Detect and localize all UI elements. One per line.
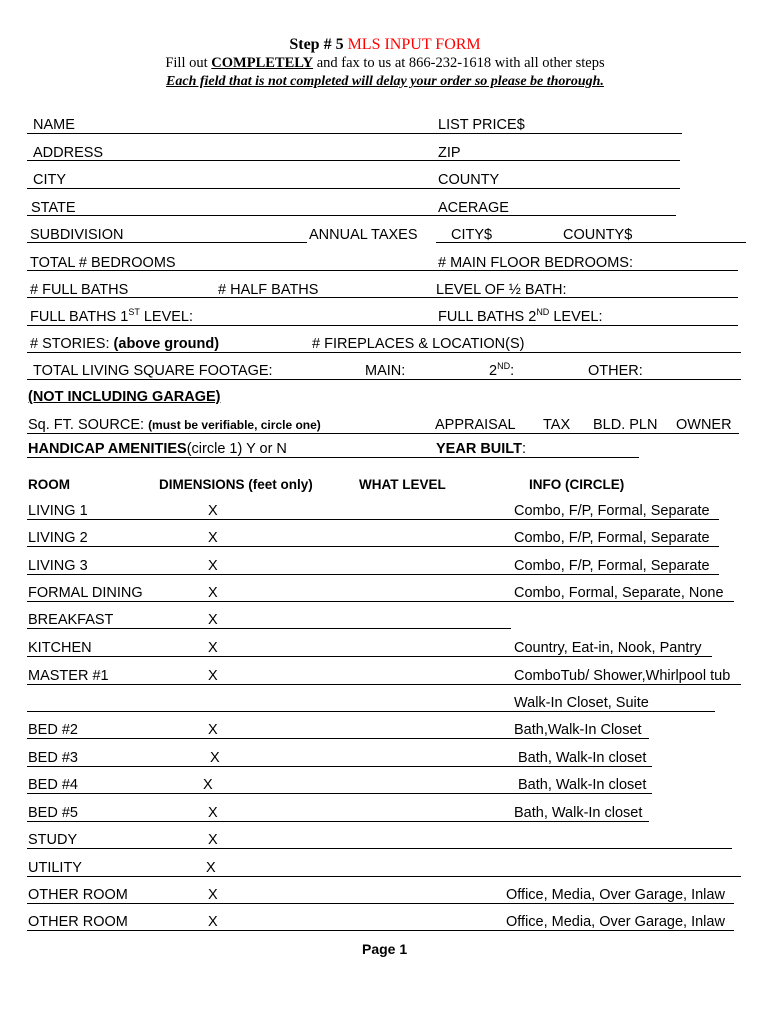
room-row-line[interactable] [27,848,732,849]
room-label: LIVING 2 [28,530,88,546]
page-number: Page 1 [362,941,408,957]
instructions: Fill out COMPLETELY and fax to us at 866-232-1618 with all other steps [165,55,605,71]
room-info-options[interactable]: Combo, F/P, Formal, Separate [514,530,710,546]
sqft-option-bld-pln[interactable]: BLD. PLN [593,417,658,433]
info-column-header: INFO (CIRCLE) [529,477,625,492]
sqft-option-tax[interactable]: TAX [543,417,571,433]
year-built-field[interactable] [436,457,639,458]
city-field[interactable] [27,188,436,189]
zip-field[interactable] [436,160,680,161]
dimension-x-separator: X [208,558,218,574]
room-row-line[interactable] [27,793,652,794]
room-row-line[interactable] [27,656,712,657]
name-field[interactable] [27,133,436,134]
level-half-bath-field[interactable] [436,297,738,298]
room-label: KITCHEN [28,640,92,656]
other-sqft-label: OTHER: [588,363,643,379]
room-info-options[interactable]: Walk-In Closet, Suite [514,695,649,711]
completely-emphasis: COMPLETELY [211,55,314,71]
room-info-options[interactable]: Bath, Walk-In closet [518,750,647,766]
room-info-options[interactable]: ComboTub/ Shower,Whirlpool tub [514,668,731,684]
dimension-x-separator: X [206,860,216,876]
zip-label: ZIP [438,145,461,161]
room-row-line[interactable] [27,601,734,602]
subdivision-field[interactable] [27,242,307,243]
room-info-options[interactable]: Bath, Walk-In closet [514,805,643,821]
second-floor-sqft-label: 2ND: [489,361,515,379]
main-floor-bedrooms-field[interactable] [436,270,738,271]
handicap-amenities-field[interactable] [27,457,436,458]
dimension-x-separator: X [208,612,218,628]
room-row-line[interactable] [27,546,719,547]
room-label: LIVING 3 [28,558,88,574]
dimension-x-separator: X [210,750,220,766]
dimension-x-separator: X [208,530,218,546]
full-baths-1-level-field[interactable] [27,325,436,326]
full-baths-2-level-field[interactable] [436,325,738,326]
room-row-line[interactable] [27,574,719,575]
address-field[interactable] [27,160,436,161]
address-label: ADDRESS [33,145,104,161]
room-label: STUDY [28,832,78,848]
dimension-x-separator: X [208,722,218,738]
room-row-line[interactable] [27,903,734,904]
dimension-x-separator: X [208,585,218,601]
county-field[interactable] [436,188,680,189]
dimension-x-separator: X [208,668,218,684]
warning-note: Each field that is not completed will delay your order so please be thorough. [166,74,604,89]
stories-fireplaces-field[interactable] [27,352,741,353]
dimension-x-separator: X [208,832,218,848]
sqft-option-appraisal[interactable]: APPRAISAL [435,417,516,433]
room-label: OTHER ROOM [28,887,128,903]
room-row-line[interactable] [27,738,649,739]
form-name: MLS INPUT FORM [347,36,481,53]
full-baths-label: # FULL BATHS [30,282,129,298]
not-including-garage-note: (NOT INCLUDING GARAGE) [28,389,221,405]
total-bedrooms-label: TOTAL # BEDROOMS [30,255,176,271]
state-label: STATE [31,200,76,216]
handicap-amenities-label: HANDICAP AMENITIES(circle 1) Y or N [28,441,287,457]
level-half-bath-label: LEVEL OF ½ BATH: [436,282,567,298]
acerage-field[interactable] [436,215,676,216]
step-label: Step # 5 [289,36,344,53]
room-info-options[interactable]: Country, Eat-in, Nook, Pantry [514,640,702,656]
annual-taxes-label: ANNUAL TAXES [309,227,418,243]
total-bedrooms-field[interactable] [27,270,436,271]
room-info-options[interactable]: Combo, F/P, Formal, Separate [514,558,710,574]
room-label: BED #5 [28,805,78,821]
room-row-line[interactable] [27,628,511,629]
room-info-options[interactable]: Office, Media, Over Garage, Inlaw [506,887,725,903]
dimension-x-separator: X [208,503,218,519]
what-level-column-header: WHAT LEVEL [359,477,446,492]
room-row-line[interactable] [27,711,715,712]
sqft-source-label: Sq. FT. SOURCE: (must be verifiable, circle one) [28,417,321,433]
room-label: BED #4 [28,777,78,793]
room-row-line[interactable] [27,876,741,877]
acerage-label: ACERAGE [438,200,509,216]
form-title [0,36,770,54]
room-label: OTHER ROOM [28,914,128,930]
dimension-x-separator: X [208,887,218,903]
room-label: FORMAL DINING [28,585,143,601]
dimension-x-separator: X [208,640,218,656]
main-floor-bedrooms-label: # MAIN FLOOR BEDROOMS: [438,255,633,271]
state-field[interactable] [27,215,436,216]
dimension-x-separator: X [208,914,218,930]
city-tax-label: CITY$ [451,227,493,243]
room-column-header: ROOM [28,477,70,492]
county-tax-label: COUNTY$ [563,227,633,243]
list-price-label: LIST PRICE$ [438,117,525,133]
room-label: MASTER #1 [28,668,109,684]
full-baths-1-level-label: FULL BATHS 1ST LEVEL: [30,307,194,325]
sqft-source-field [27,433,739,434]
county-label: COUNTY [438,172,500,188]
room-label: BED #3 [28,750,78,766]
room-row-line[interactable] [27,930,734,931]
list-price-field[interactable] [436,133,682,134]
name-label: NAME [33,117,75,133]
total-living-sqft-label: TOTAL LIVING SQUARE FOOTAGE: [33,363,273,379]
dimension-x-separator: X [208,805,218,821]
dimensions-column-header: DIMENSIONS (feet only) [159,477,313,492]
main-sqft-label: MAIN: [365,363,406,379]
room-label: UTILITY [28,860,82,876]
room-label: BREAKFAST [28,612,114,628]
room-label: BED #2 [28,722,78,738]
room-row-line[interactable] [27,519,719,520]
half-baths-label: # HALF BATHS [218,282,319,298]
room-info-options[interactable]: Bath,Walk-In Closet [514,722,642,738]
subdivision-label: SUBDIVISION [30,227,124,243]
room-info-options[interactable]: Combo, Formal, Separate, None [514,585,724,601]
room-info-options[interactable]: Office, Media, Over Garage, Inlaw [506,914,725,930]
full-baths-2-level-label: FULL BATHS 2ND LEVEL: [438,307,603,325]
room-info-options[interactable]: Bath, Walk-In closet [518,777,647,793]
room-row-line[interactable] [27,766,652,767]
stories-label: # STORIES: (above ground) [30,336,220,352]
year-built-label: YEAR BUILT: [436,441,526,457]
dimension-x-separator: X [203,777,213,793]
sqft-option-owner[interactable]: OWNER [676,417,732,433]
room-info-options[interactable]: Combo, F/P, Formal, Separate [514,503,710,519]
fireplaces-label: # FIREPLACES & LOCATION(S) [312,336,525,352]
city-label: CITY [33,172,67,188]
total-living-sqft-field[interactable] [27,379,741,380]
room-row-line[interactable] [27,684,741,685]
room-label: LIVING 1 [28,503,88,519]
room-row-line[interactable] [27,821,649,822]
